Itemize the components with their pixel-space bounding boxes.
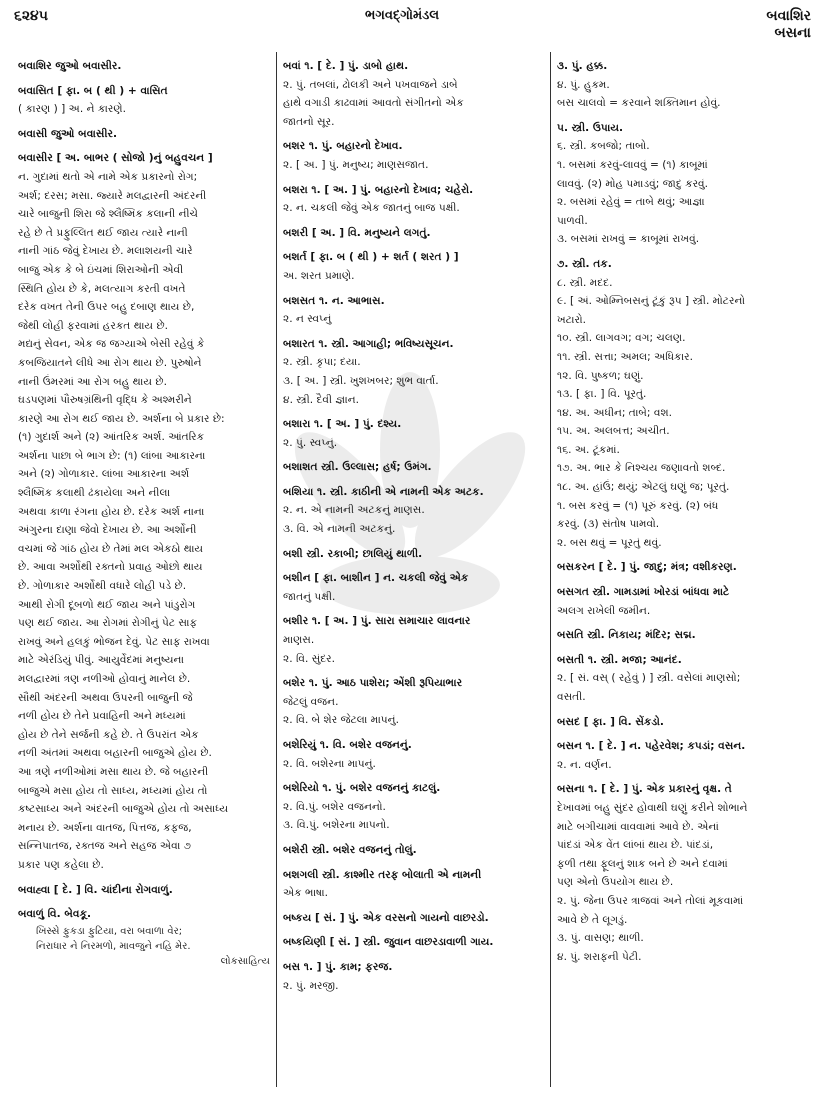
entry-text-line: નાની ગાંઠ જેવું દેખાય છે. મલાશયની ચારે [18, 245, 193, 258]
page-number: ૬૨૪૫ [14, 8, 48, 24]
entry-headline: બષ્કયિણી [ સં. ] સ્ત્રી. જુવાન વાછરડાવાળી ગાય. [283, 936, 494, 949]
entry-text-line: નળી હોય છે તેને પ્રવાહિની અને મધ્યમાં [18, 710, 186, 723]
entry-text-line: ૧. બસમાં કરવું-લાવવું = (૧) કાબૂમાં [557, 158, 708, 171]
column-divider [550, 52, 551, 1087]
dictionary-entry [283, 181, 545, 218]
entry-text-line: ૨. વિ. બે શેર જેટલા માપનું. [283, 714, 399, 727]
entry-text-line: ૨. ન. ચકલી જેવું એક જાતનું બાજ પક્ષી. [283, 202, 460, 215]
entry-text-line: ૧૪. અ. અધીન; તાબે; વશ. [557, 406, 672, 419]
entry-headline: બશીન [ ફા. બાશીન ] ન. ચકલી જેવું એક [283, 572, 469, 585]
entry-text-line: સ્થિતિ હોય છે કે, મલત્યાગ કરતી વખતે [18, 282, 186, 295]
guide-word-top: બવાશિર [766, 8, 811, 24]
dictionary-entry [557, 57, 815, 113]
guide-word-bottom: બસના [774, 25, 811, 41]
dictionary-entry [557, 626, 815, 645]
entry-text-line: ઘડપણમાં પૌરુષગ્રંથિની વૃદ્ધિ કે અશ્મરીને [18, 394, 192, 407]
quotation-line: લોકસાહિત્ય [220, 955, 270, 967]
column-divider [276, 52, 277, 1087]
entry-text-line: ૨. ન. એ નામની અટકનું માણસ. [283, 504, 425, 517]
dictionary-entry [283, 866, 545, 903]
entry-text-line: ન. ગુદામાં થતો એ નામે એક પ્રકારનો રોગ; [18, 170, 198, 183]
entry-text-line: વચમાં જે ગાંઠ હોય છે તેમાં મલ એકઠો થાય [18, 542, 204, 555]
dictionary-entry [283, 137, 545, 174]
entry-text-line: ૨. વિ. બશેરના માપનું. [283, 757, 376, 770]
entry-headline: બશારત ૧. સ્ત્રી. આગાહી; ભવિષ્યસૂચન. [283, 337, 454, 350]
entry-text-line: ૨. વિ.પું. બશેર વજનનો. [283, 800, 386, 813]
entry-text-line: (૧) ગુદાર્શ અને (૨) આંતરિક અર્શ. આંતરિક [18, 431, 205, 444]
dictionary-entry [283, 248, 545, 285]
dictionary-entry [557, 651, 815, 707]
dictionary-entry [283, 958, 545, 995]
dictionary-entry [283, 612, 545, 668]
entry-text-line: ચારે બાજુની શિરા જે શ્લૈષ્મિક કલાની નીચે [18, 208, 198, 221]
entry-text-line: ૧૬. અ. ટૂંકમાં. [557, 443, 620, 456]
entry-headline: બસકરન [ દે. ] પું. જાદુ; મંત્ર; વશીકરણ. [557, 561, 737, 574]
entry-text-line: ૬. સ્ત્રી. કબજો; તાબો. [557, 140, 650, 153]
dictionary-entry [283, 674, 545, 730]
column-1 [18, 57, 270, 975]
entry-text-line: ૧૩. [ ફા. ] વિ. પૂરતું. [557, 388, 647, 401]
entry-headline: બશેર ૧. પું. આઠ પાશેરા; એંશી રૂપિયાભાર [283, 677, 463, 690]
entry-headline: ૭. સ્ત્રી. તક. [557, 257, 612, 270]
entry-text-line: ૩. [ અ. ] સ્ત્રી. ખુશખબર; શુભ વાર્તા. [283, 374, 439, 387]
dictionary-entry [18, 905, 270, 969]
dictionary-entry [18, 57, 270, 76]
entry-headline: બવાસીર [ અ. બાભર ( સોજો )નું બહુવચન ] [18, 152, 213, 165]
entry-headline: બસદ [ ફા. ] વિ. સેંકડો. [557, 715, 664, 728]
entry-text-line: હાથે વગાડી કાઢવામાં આવતો સંગીતનો એક [283, 97, 464, 110]
entry-text-line: પણ થઈ જાય. આ રોગમાં રોગીનું પેટ સાફ [18, 617, 198, 630]
dictionary-entry [18, 881, 270, 900]
dictionary-entry [557, 737, 815, 774]
book-title: ભગવદ્ગોમંડલ [365, 8, 440, 23]
entry-text-line: ૩. વિ.પું. બશેરના માપનો. [283, 819, 390, 832]
entry-text-line: ખટારો. [557, 313, 586, 326]
entry-headline: ૫. સ્ત્રી. ઉપાય. [557, 121, 624, 134]
entry-text-line: ફળી તથા ફૂલનું શાક બને છે અને દવામાં [557, 857, 728, 870]
entry-text-line: ૧૨. વિ. પુષ્કળ; ઘણું. [557, 369, 644, 382]
entry-text-line: ૩. વિ. એ નામની અટકનું. [283, 523, 396, 536]
quotation-line: ખિસ્સે ફુકડા ફુટિયા, વરા બવાળા વેર; [36, 925, 183, 937]
entry-text-line: ૨. બસ થવું = પૂરતું થવું. [557, 536, 662, 549]
column-3 [557, 57, 815, 972]
dictionary-entry [283, 57, 545, 131]
dictionary-entry [283, 569, 545, 606]
entry-text-line: ૨. [ અ. ] પું. મનુષ્ય; માણસજાત. [283, 158, 429, 171]
entry-text-line: બાજુએ મસા હોય તો સાધ્ય, મધ્યમાં હોય તો [18, 784, 208, 797]
entry-text-line: વસતી. [557, 691, 586, 703]
entry-text-line: પ્રકાર પણ કહેલા છે. [18, 858, 104, 871]
entry-text-line: કારણે આ રોગ થઈ જાય છે. અર્શના બે પ્રકાર છે: [18, 412, 225, 425]
entry-text-line: જાતનું પક્ષી. [283, 590, 336, 603]
entry-text-line: ૧. બસ કરવું = (૧) પૂરું કરવું. (૨) બંધ [557, 499, 719, 512]
entry-text-line: ૪. સ્ત્રી. દૈવી જ્ઞાન. [283, 393, 359, 406]
entry-text-line: ૩. પું. વાસણ; થાળી. [557, 932, 644, 945]
entry-text-line: મલદ્વારમાં ત્રણ નળીઓ હોવાનું માનેલ છે. [18, 673, 191, 685]
entry-text-line: સન્નિપાતજ, રક્તજ અને સહજ એવા ૭ [18, 840, 192, 853]
entry-text-line: ૩. બસમાં રાખવું = કાબૂમાં રાખવું. [557, 233, 700, 246]
entry-text-line: મનાય છે. અર્શના વાતજ, પિત્તજ, કફજ, [18, 821, 192, 834]
entry-headline: બશાશત સ્ત્રી. ઉલ્લાસ; હર્ષ; ઉમંગ. [283, 461, 432, 474]
entry-headline: બશી સ્ત્રી. રકાબી; છાલિયું થાળી. [283, 547, 423, 560]
entry-text-line: લાવવું. (૨) મોહ પમાડવું; જાદુ કરવું. [557, 177, 709, 190]
entry-headline: બસતિ સ્ત્રી. નિકાય; મંદિર; સદ્મ. [557, 629, 696, 642]
entry-text-line: બાજુ એક કે બે ઇંચમાં શિરાઓની એવી [18, 263, 184, 276]
entry-text-line: છે. ગોળાકાર અર્શોથી વધારે લોહી પડે છે. [18, 580, 187, 593]
entry-text-line: ૪. પું. હુકમ. [557, 78, 610, 91]
entry-text-line: માટે બગીચામાં વાવવામાં આવે છે. એનાં [557, 820, 719, 833]
dictionary-entry [18, 125, 270, 144]
entry-text-line: ૧૦. સ્ત્રી. લાગવગ; વગ; ચલણ. [557, 332, 686, 345]
dictionary-entry [283, 458, 545, 477]
entry-headline: બવાશિર જુઓ બવાસીર. [18, 60, 122, 72]
entry-headline: બશેરિયું ૧. વિ. બશેર વજનનું. [283, 739, 412, 751]
entry-text-line: પાંદડાં એક વેંત લાંબાં થાય છે. પાંદડાં, [557, 839, 714, 852]
entry-text-line: ૨. બસમાં રહેવું = તાબે થવું; આજ્ઞા [557, 196, 705, 209]
entry-headline: બવાહ્વા [ દે. ] વિ. ચાંદીના રોગવાળું. [18, 883, 173, 896]
dictionary-entry [557, 255, 815, 553]
entry-text-line: ૧૭. અ. ભાર કે નિશ્ચય જણાવતો શબ્દ. [557, 462, 726, 475]
entry-text-line: દેખાવમાં બહુ સુંદર હોવાથી ઘણું કરીને શોભાને [557, 801, 748, 814]
entry-text-line: બસ ચાલવો = કરવાને શક્તિમાન હોવું. [557, 97, 721, 110]
entry-text-line: ૨. [ સં. વસ્ ( રહેવું ) ] સ્ત્રી. વસેલાં માણસો; [557, 672, 741, 685]
entry-text-line: મદ્યનું સેવન, એક જ જગ્યાએ બેસી રહેવું કે [18, 338, 205, 351]
entry-text-line: ૧૧. સ્ત્રી. સત્તા; અમલ; અધિકાર. [557, 350, 693, 363]
entry-headline: બશર ૧. પું. બહારનો દેખાવ. [283, 140, 403, 153]
entry-text-line: પાળવી. [557, 214, 588, 227]
dictionary-entry [557, 558, 815, 577]
entry-text-line: જેથી લોહી ફરવામાં હરકત થાય છે. [18, 319, 169, 332]
entry-headline: બસતી ૧. સ્ત્રી. મજા; આનંદ. [557, 653, 682, 666]
dictionary-entry [283, 736, 545, 773]
entry-text-line: આ ત્રણે નળીઓમાં મસા થાય છે. જે બહારની [18, 765, 209, 778]
entry-text-line: ૨. ન સ્વપ્નું [283, 313, 332, 326]
entry-headline: બસગત સ્ત્રી. ગામડામાં ખોરડાં બાંધવા માટે [557, 586, 730, 599]
entry-text-line: કષ્ટસાધ્ય અને અંદરની બાજુએ હોય તો અસાધ્ય [18, 803, 229, 816]
entry-text-line: ૨. પું. જેના ઉપર ત્રાજવાં અને તોલાં મૂકવામાં [557, 894, 744, 907]
entry-text-line: આવે છે તે લૂગડું. [557, 913, 628, 926]
entry-headline: બશગલી સ્ત્રી. કાશ્મીર તરફ બોલાતી એ નામની [283, 868, 482, 881]
entry-text-line: ૨. પું. તબલાં, ઢોલકી અને પખવાજને ડાબે [283, 78, 458, 91]
entry-headline: બશરા ૧. [ અ. ] પું. બહારનો દેખાવ; ચહેરો. [283, 183, 474, 196]
dictionary-entry [283, 335, 545, 409]
entry-headline: બસના ૧. [ દે. ] પું. એક પ્રકારનું વૃક્ષ. તે [557, 783, 732, 796]
dictionary-entry [283, 483, 545, 539]
entry-text-line: ૯. [ અં. ઓમ્નિબસનું ટૂંકું રૂપ ] સ્ત્રી. મોટરનો [557, 295, 745, 308]
entry-headline: બવાં ૧. [ દે. ] પું. ડાબો હાથ. [283, 60, 409, 72]
entry-headline: બશેરિયો ૧. પું. બશેર વજનનું કાટલું. [283, 782, 441, 795]
quotation-line: નિરાધાર ને નિરમળો, માવજુને નહિ મેર. [36, 940, 191, 952]
dictionary-entry [557, 713, 815, 732]
entry-text-line: શ્લૈષ્મિક કલાથી ઢંકાયેલા અને નીલા [18, 487, 171, 500]
dictionary-entry [283, 292, 545, 329]
dictionary-entry [283, 545, 545, 564]
entry-text-line: હોય છે તેને સર્જની કહે છે. તે ઉપરાંત એક [18, 728, 199, 741]
entry-text-line: નાની ઉંમરમાં આ રોગ બહુ થાય છે. [18, 375, 167, 388]
dictionary-entry [557, 119, 815, 249]
entry-text-line: ૨. પું. મરજી. [283, 979, 339, 992]
entry-text-line: ૧૫. અ. અલબત્ત; અચીત. [557, 425, 670, 438]
entry-text-line: જેટલું વજન. [283, 695, 339, 708]
dictionary-entry [283, 779, 545, 835]
entry-headline: બશસત ૧. ન. આભાસ. [283, 294, 385, 307]
entry-headline: બસ ૧. ] પું. કામ; ફરજ. [283, 960, 393, 973]
entry-text-line: ૨. પું. સ્વપ્નું. [283, 436, 338, 449]
entry-text-line: ૮. સ્ત્રી. મદદ. [557, 276, 613, 289]
entry-headline: બશિયા ૧. સ્ત્રી. કાઠીની એ નામની એક અટક. [283, 485, 484, 498]
column-2 [283, 57, 545, 1001]
entry-text-line: પણ એનો ઉપયોગ થાય છે. [557, 876, 674, 889]
dictionary-entry [283, 224, 545, 243]
entry-headline: બશર્ત [ ફા. બ ( થી ) + શર્ત ( શરત ) ] [283, 251, 459, 264]
entry-headline: બષ્કય [ સં. ] પું. એક વરસનો ગાયનો વાછરડો. [283, 911, 489, 924]
entry-text-line: કબજિયાતને લીધે આ રોગ થાય છે. પુરુષોને [18, 356, 202, 369]
entry-text-line: માણસ. [283, 634, 315, 647]
entry-headline: ૩. પું. હક્ક. [557, 60, 608, 72]
dictionary-entry [18, 149, 270, 874]
dictionary-entry [283, 909, 545, 928]
entry-quotation [18, 924, 270, 969]
entry-text-line: ( કારણ ) ] અ. ને કારણે. [18, 103, 126, 116]
entry-headline: બશારા ૧. [ અ. ] પું. દશ્ય. [283, 418, 402, 431]
entry-text-line: એક ભાષા. [283, 887, 328, 900]
entry-text-line: આથી રોગી દૂબળો થઈ જાય અને પાંડુરોગ [18, 598, 196, 611]
entry-text-line: અંગુરના દાણા જેવો દેખાય છે. આ અર્શોની [18, 524, 197, 537]
entry-headline: બવાળું વિ. બેવકૂ. [18, 908, 91, 921]
entry-text-line: અને (૨) ગોળાકાર. લાંબા આકારના અર્શ [18, 468, 190, 481]
entry-text-line: અથવા કાળા રંગના હોય છે. દરેક અર્શ નાના [18, 505, 205, 518]
entry-text-line: અ. શરત પ્રમાણે. [283, 269, 355, 282]
entry-headline: બશરી [ અ. ] વિ. મનુષ્યને લગતું. [283, 226, 431, 239]
entry-text-line: જાતનો સૂર. [283, 115, 335, 128]
entry-text-line: છે. આવા અર્શોથી રક્તનો પ્રવાહ ઓછો થાય [18, 561, 203, 574]
dictionary-entry [283, 933, 545, 952]
entry-text-line: ૨. વિ. સુંદર. [283, 652, 336, 665]
dictionary-entry [557, 780, 815, 966]
entry-headline: બવાસી જુઓ બવાસીર. [18, 127, 117, 140]
guide-words [766, 8, 811, 42]
entry-text-line: માટે એરંડિયું પીવું. આયુર્વેદમાં મનુષ્યના [18, 654, 185, 667]
entry-text-line: દરેક વખત તેની ઉપર બહુ દબાણ થાય છે, [18, 301, 195, 314]
entry-text-line: અલગ રાખેલી જમીન. [557, 604, 651, 617]
entry-text-line: ૧૮. અ. હાંઉં; થયું; એટલું ઘણું જ; પૂરતું. [557, 481, 730, 494]
entry-headline: બવાસિત [ ફા. બ ( થી ) + વાસિત [18, 84, 168, 97]
entry-text-line: કરવું. (૩) સંતોષ પામવો. [557, 518, 660, 531]
entry-headline: બશીર ૧. [ અ. ] પું. સારા સમાચાર લાવનાર [283, 615, 471, 628]
dictionary-entry [283, 841, 545, 860]
entry-text-line: અર્શના પાછા બે ભાગ છે: (૧) લાંબા આકારના [18, 449, 206, 462]
dictionary-entry [18, 82, 270, 119]
entry-text-line: નળી અંતમાં અથવા બહારની બાજુએ હોય છે. [18, 747, 212, 760]
entry-text-line: અર્શ; દરસ; મસા. જ્યારે મલદ્વારની અંદરની [18, 189, 207, 202]
entry-headline: બસન ૧. [ દે. ] ન. પહેરવેશ; કપડાં; વસન. [557, 740, 746, 753]
dictionary-entry [283, 415, 545, 452]
dictionary-entry [557, 583, 815, 620]
entry-text-line: રાખવું અને હલકું ભોજન દેવું. પેટ સાફ રાખવા [18, 635, 210, 648]
entry-text-line: ૨. ન. વર્ણન. [557, 758, 612, 771]
entry-text-line: ૪. પું. શરાફની પેટી. [557, 950, 642, 963]
entry-text-line: સૌથી અંદરની અથવા ઉપરની બાજુની જે [18, 691, 193, 704]
entry-text-line: રહે છે તે પ્રફુલ્લિત થઈ જાય ત્યારે નાની [18, 226, 188, 239]
entry-headline: બશેરી સ્ત્રી. બશેર વજનનું તોલું. [283, 843, 417, 856]
entry-text-line: ૨. સ્ત્રી. કૃપા; દયા. [283, 356, 361, 369]
